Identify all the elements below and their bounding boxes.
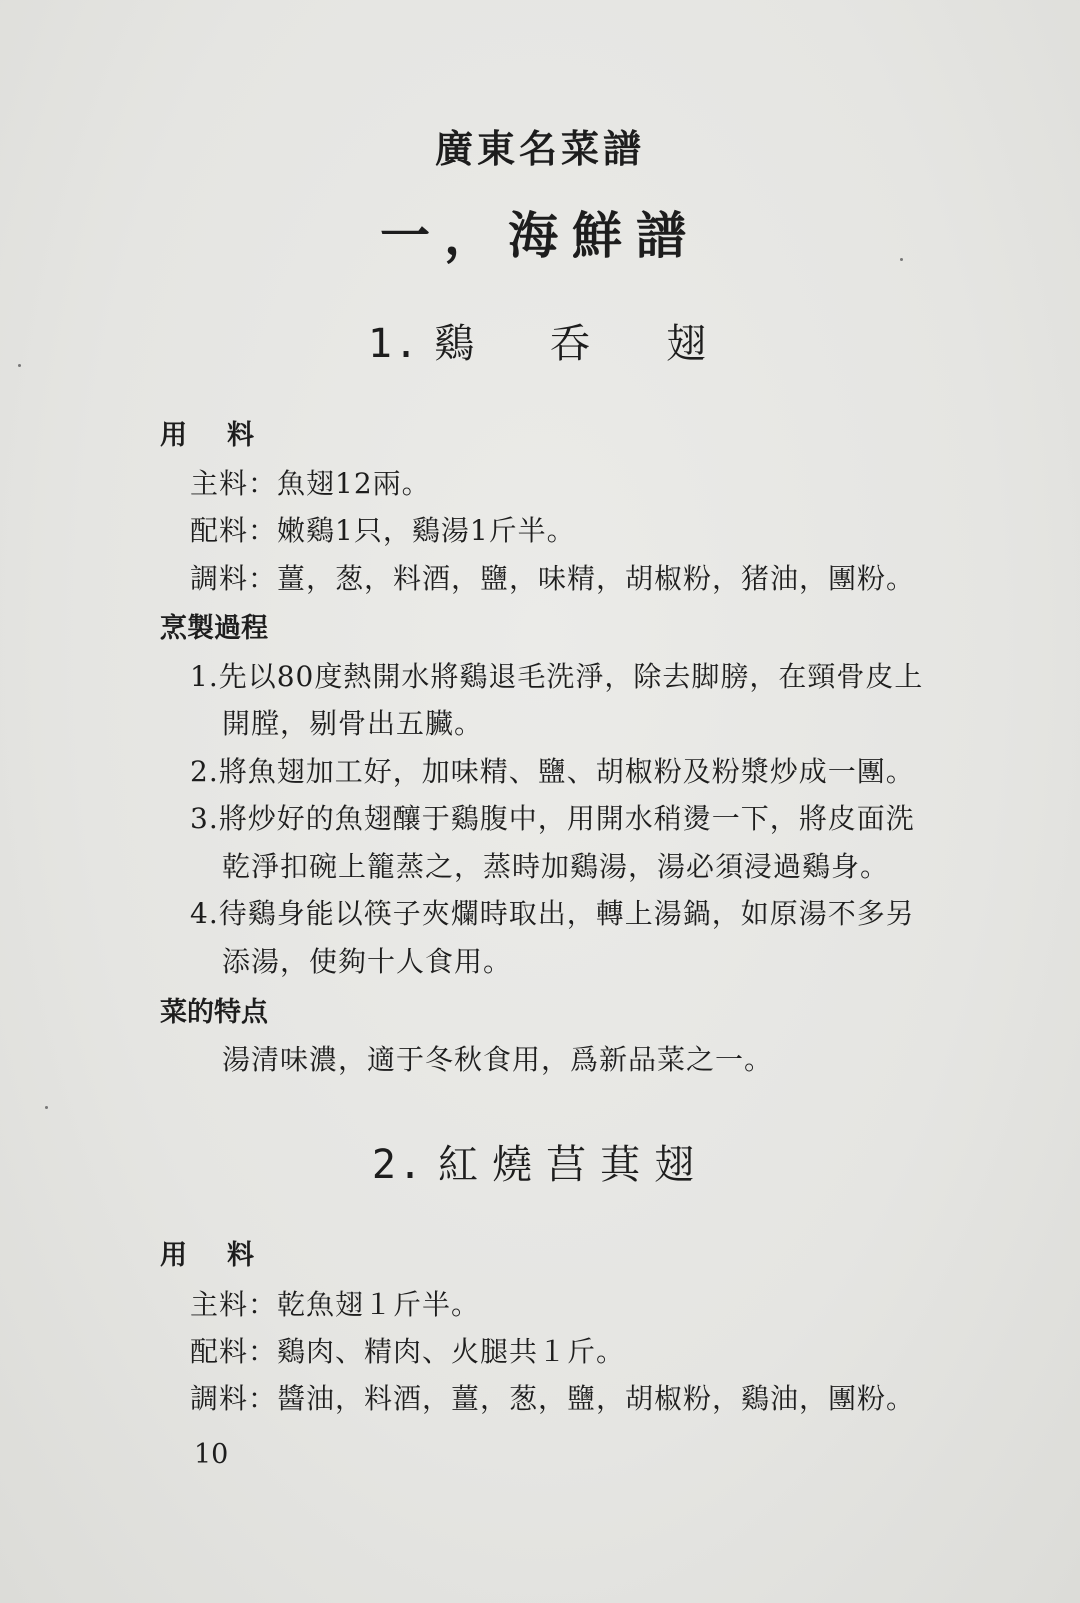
- recipe-1-secondary-ingredient: 配料：嫩鷄1只，鷄湯1斤半。: [190, 514, 576, 547]
- paper-speck: [900, 258, 903, 261]
- recipe-1-title-part-1: 鷄: [434, 321, 481, 367]
- process-line: 1.先以80度熱開水將鷄退毛洗淨，除去脚膀，在頸骨皮上: [190, 660, 924, 693]
- process-line: 乾淨扣碗上籠蒸之，蒸時加鷄湯，湯必須浸過鷄身。: [222, 850, 890, 883]
- recipe-1-number: 1.: [367, 321, 421, 367]
- recipe-1-title-part-2: 呑: [550, 321, 597, 367]
- process-line: 4.待鷄身能以筷子夾爛時取出，轉上湯鍋，如原湯不多另: [190, 897, 915, 930]
- process-line: 2.將魚翅加工好，加味精、鹽、胡椒粉及粉漿炒成一團。: [190, 755, 915, 788]
- recipe-2-title-text: 紅燒莒萁翅: [438, 1142, 709, 1188]
- recipe-1-features-heading: 菜的特点: [160, 997, 268, 1028]
- recipe-1-ingredients-heading: 用料: [160, 420, 294, 451]
- recipe-1-title-part-3: 翅: [666, 321, 713, 367]
- recipe-1-seasoning: 調料：薑，葱，料酒，鹽，味精，胡椒粉，猪油，團粉。: [190, 562, 916, 595]
- recipe-1-features: 湯清味濃，適于冬秋食用，爲新品菜之一。: [222, 1043, 774, 1076]
- recipe-2-secondary-ingredient: 配料：鷄肉、精肉、火腿共１斤。: [190, 1335, 626, 1368]
- recipe-2-ingredients-heading: 用料: [160, 1240, 294, 1271]
- recipe-1-process-heading: 烹製過程: [160, 613, 268, 644]
- paper-speck: [18, 364, 21, 367]
- process-line: 3.將炒好的魚翅釀于鷄腹中，用開水稍燙一下，將皮面洗: [190, 802, 915, 835]
- recipe-1-title: [0, 312, 1080, 369]
- section-title: 一，海鮮譜: [380, 206, 700, 265]
- page-number: 10: [194, 1439, 229, 1470]
- recipe-2-seasoning: 調料：醬油，料酒，薑，葱，鹽，胡椒粉，鷄油，團粉。: [190, 1382, 916, 1415]
- running-head: 廣東名菜譜: [434, 126, 645, 171]
- recipe-2-title: [0, 1133, 1080, 1190]
- process-line: 添湯，使夠十人食用。: [222, 945, 513, 978]
- recipe-2-number: 2.: [371, 1142, 425, 1188]
- recipe-2-main-ingredient: 主料：乾魚翅１斤半。: [190, 1288, 481, 1321]
- paper-speck: [45, 1106, 48, 1109]
- recipe-1-main-ingredient: 主料：魚翅12兩。: [190, 467, 431, 500]
- process-line: 開膛，剔骨出五臟。: [222, 707, 484, 740]
